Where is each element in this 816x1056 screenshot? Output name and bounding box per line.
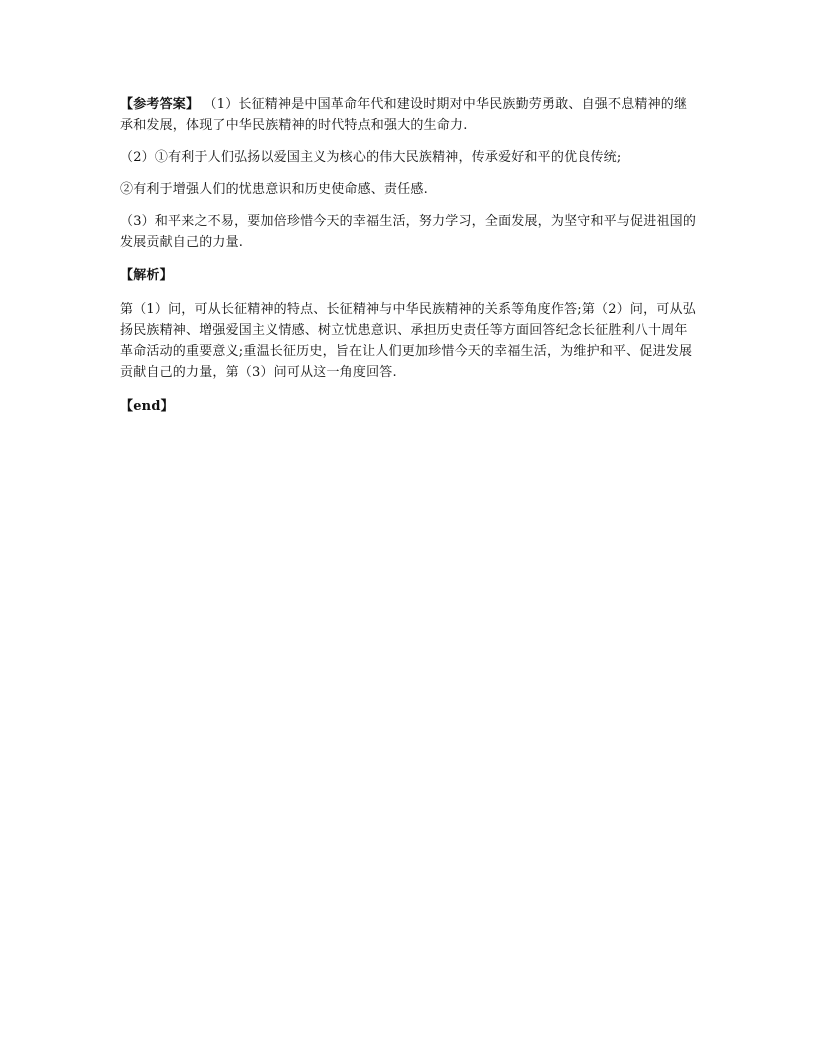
answer-part-3: （3）和平来之不易，要加倍珍惜今天的幸福生活，努力学习，全面发展，为坚守和平与促进祖国的发展贡献自己的力量. [120,214,697,250]
document-page [120,94,700,417]
analysis-text: 第（1）问，可从长征精神的特点、长征精神与中华民族精神的关系等角度作答;第（2）问，可从弘扬民族精神、增强爱国主义情感、树立忧患意识、承担历史责任等方面回答纪念长征胜利八十周年革命活动的重要意义;重温长征历史，旨在让人们更加珍惜今天的幸福生活，为维护和平、促进发展贡献自己的力量，第（3）问可从这一角度回答. [120,302,696,380]
answer-part-1 [120,94,700,136]
answer-part-2b: ②有利于增强人们的忧患意识和历史使命感、责任感. [120,182,428,197]
end-label: 【end】 [120,399,174,414]
answer-label: 【参考答案】 [120,97,200,112]
analysis-label: 【解析】 [120,268,173,283]
answer-part-1-text: （1）长征精神是中国革命年代和建设时期对中华民族勤劳勇敢、自强不息精神的继承和发展，体现了中华民族精神的时代特点和强大的生命力. [120,97,688,133]
answer-part-2a: （2）①有利于人们弘扬以爱国主义为核心的伟大民族精神，传承爱好和平的优良传统; [120,150,622,165]
